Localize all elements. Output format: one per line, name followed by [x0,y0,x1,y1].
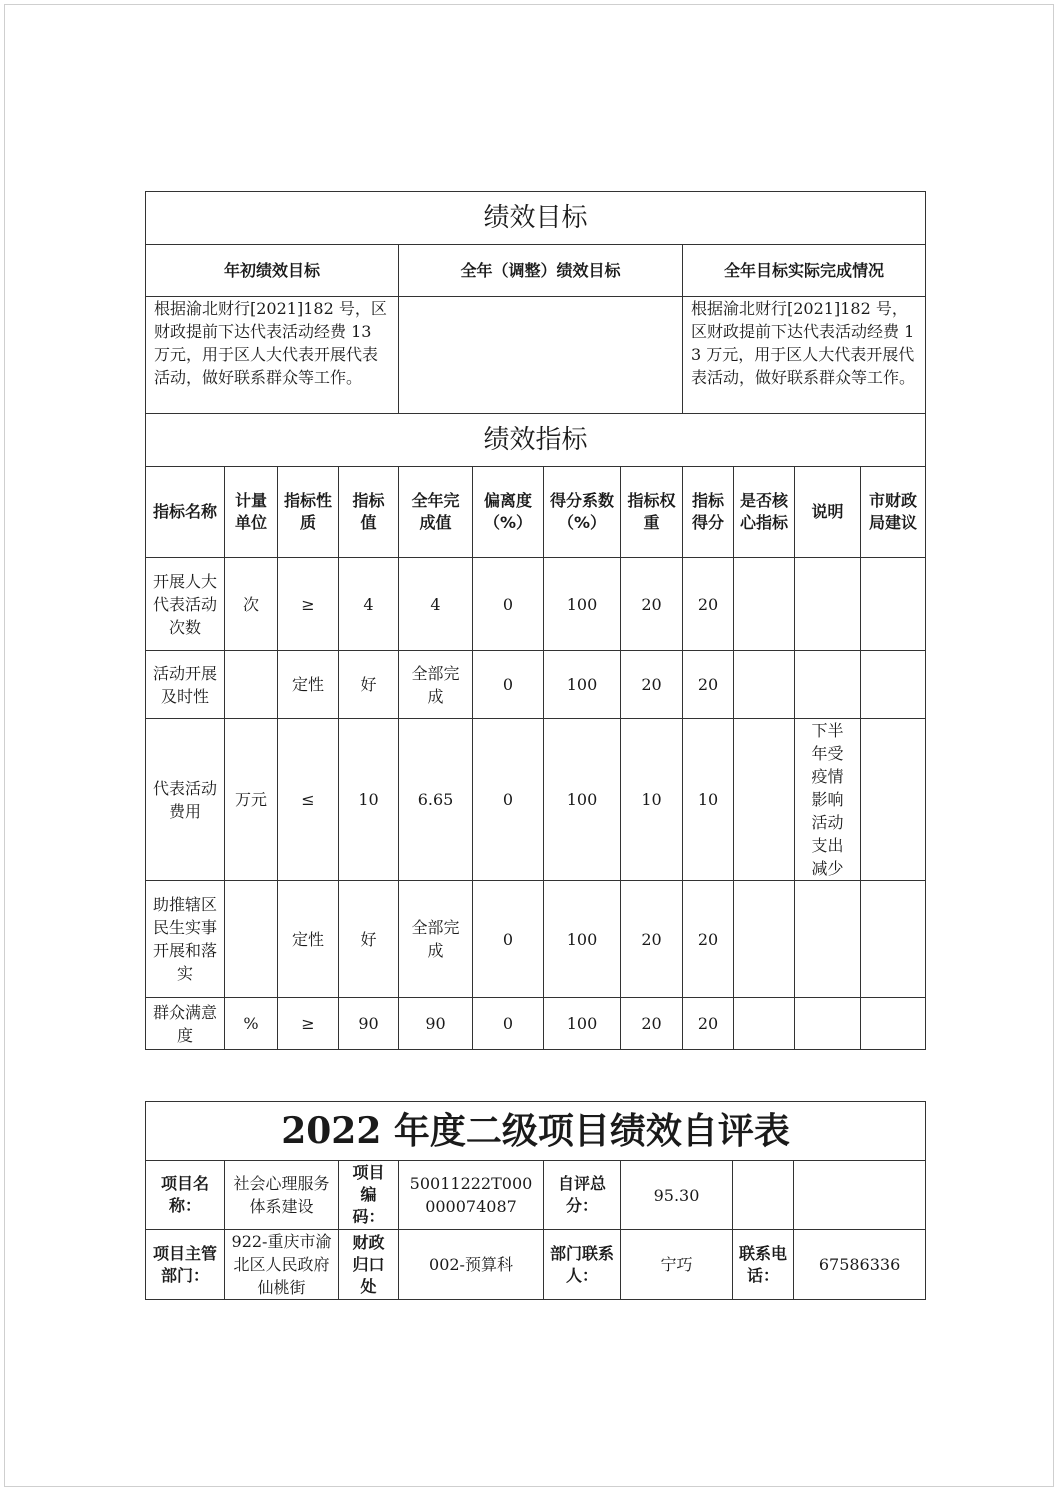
col-adjusted-goal: 全年（调整）绩效目标 [399,245,683,297]
phone-number: 67586336 [794,1230,926,1300]
finance-dept: 002-预算科 [399,1230,544,1300]
goals-title: 绩效目标 [146,192,926,245]
cell-coef: 100 [544,558,621,651]
header-target: 指标值 [339,467,399,558]
cell-score: 20 [683,651,734,719]
cell-core [734,719,795,881]
cell-note [795,558,861,651]
header-actual: 全年完成值 [399,467,473,558]
cell-name: 助推辖区民生实事开展和落实 [146,881,225,998]
cell-deviation: 0 [473,719,544,881]
cell-note [795,881,861,998]
cell-name: 代表活动费用 [146,719,225,881]
cell-unit: 万元 [225,719,278,881]
header-coef: 得分系数（%） [544,467,621,558]
header-score: 指标得分 [683,467,734,558]
cell-deviation: 0 [473,881,544,998]
cell-score: 20 [683,998,734,1050]
col-actual-completion: 全年目标实际完成情况 [683,245,926,297]
cell-advice [861,998,926,1050]
actual-completion-text: 根据渝北财行[2021]182 号，区财政提前下达代表活动经费 13 万元，用于区人大代表开展代表活动，做好联系群众等工作。 [683,297,926,414]
indicator-header-row [146,467,926,558]
contact-person: 宁巧 [621,1230,733,1300]
table-row [146,881,926,998]
header-weight: 指标权重 [621,467,683,558]
header-advice: 市财政局建议 [861,467,926,558]
cell-weight: 20 [621,998,683,1050]
header-unit: 计量单位 [225,467,278,558]
cell-coef: 100 [544,719,621,881]
table-row [146,651,926,719]
cell-core [734,881,795,998]
cell-score: 10 [683,719,734,881]
cell-weight: 20 [621,881,683,998]
phone-label: 联系电话： [733,1230,794,1300]
cell-actual: 全部完成 [399,881,473,998]
cell-unit [225,651,278,719]
cell-advice [861,881,926,998]
cell-name: 开展人大代表活动次数 [146,558,225,651]
cell-score: 20 [683,558,734,651]
cell-target: 好 [339,651,399,719]
table-row [146,558,926,651]
cell-core [734,998,795,1050]
project-name-label: 项目名称： [146,1161,225,1230]
empty-cell [733,1161,794,1230]
cell-unit: % [225,998,278,1050]
cell-advice [861,719,926,881]
project-code: 50011222T000000074087 [399,1161,544,1230]
cell-weight: 20 [621,558,683,651]
cell-coef: 100 [544,998,621,1050]
project-name: 社会心理服务体系建设 [225,1161,339,1230]
header-deviation: 偏离度（%） [473,467,544,558]
cell-deviation: 0 [473,558,544,651]
table-row [146,719,926,881]
header-note: 说明 [795,467,861,558]
cell-deviation: 0 [473,998,544,1050]
cell-actual: 90 [399,998,473,1050]
cell-actual: 4 [399,558,473,651]
cell-note [795,651,861,719]
cell-nature: ≥ [278,998,339,1050]
cell-target: 90 [339,998,399,1050]
finance-label: 财政归口处 [339,1230,399,1300]
total-score-label: 自评总分： [544,1161,621,1230]
cell-target: 4 [339,558,399,651]
col-initial-goal: 年初绩效目标 [146,245,399,297]
header-nature: 指标性质 [278,467,339,558]
cell-unit [225,881,278,998]
cell-weight: 10 [621,719,683,881]
cell-advice [861,558,926,651]
contact-label: 部门联系人： [544,1230,621,1300]
cell-core [734,651,795,719]
performance-table [145,191,926,1050]
project-code-label: 项目编码： [339,1161,399,1230]
cell-advice [861,651,926,719]
initial-goal-text: 根据渝北财行[2021]182 号，区财政提前下达代表活动经费 13 万元，用于区人大代表开展代表活动，做好联系群众等工作。 [146,297,399,414]
cell-nature: 定性 [278,881,339,998]
cell-name: 活动开展及时性 [146,651,225,719]
adjusted-goal-text [399,297,683,414]
cell-note: 下半年受疫情影响活动支出减少 [795,719,861,881]
cell-name: 群众满意度 [146,998,225,1050]
cell-coef: 100 [544,881,621,998]
cell-coef: 100 [544,651,621,719]
cell-note [795,998,861,1050]
empty-cell [794,1161,926,1230]
self-evaluation-table [145,1101,926,1300]
table-row [146,998,926,1050]
dept-label: 项目主管部门： [146,1230,225,1300]
cell-core [734,558,795,651]
cell-target: 10 [339,719,399,881]
cell-target: 好 [339,881,399,998]
cell-unit: 次 [225,558,278,651]
cell-weight: 20 [621,651,683,719]
cell-actual: 6.65 [399,719,473,881]
cell-score: 20 [683,881,734,998]
cell-actual: 全部完成 [399,651,473,719]
cell-nature: 定性 [278,651,339,719]
header-indicator-name: 指标名称 [146,467,225,558]
indicators-title: 绩效指标 [146,414,926,467]
total-score: 95.30 [621,1161,733,1230]
cell-deviation: 0 [473,651,544,719]
header-core: 是否核心指标 [734,467,795,558]
eval-title: 2022 年度二级项目绩效自评表 [146,1102,926,1161]
cell-nature: ≤ [278,719,339,881]
dept: 922-重庆市渝北区人民政府仙桃街 [225,1230,339,1300]
cell-nature: ≥ [278,558,339,651]
